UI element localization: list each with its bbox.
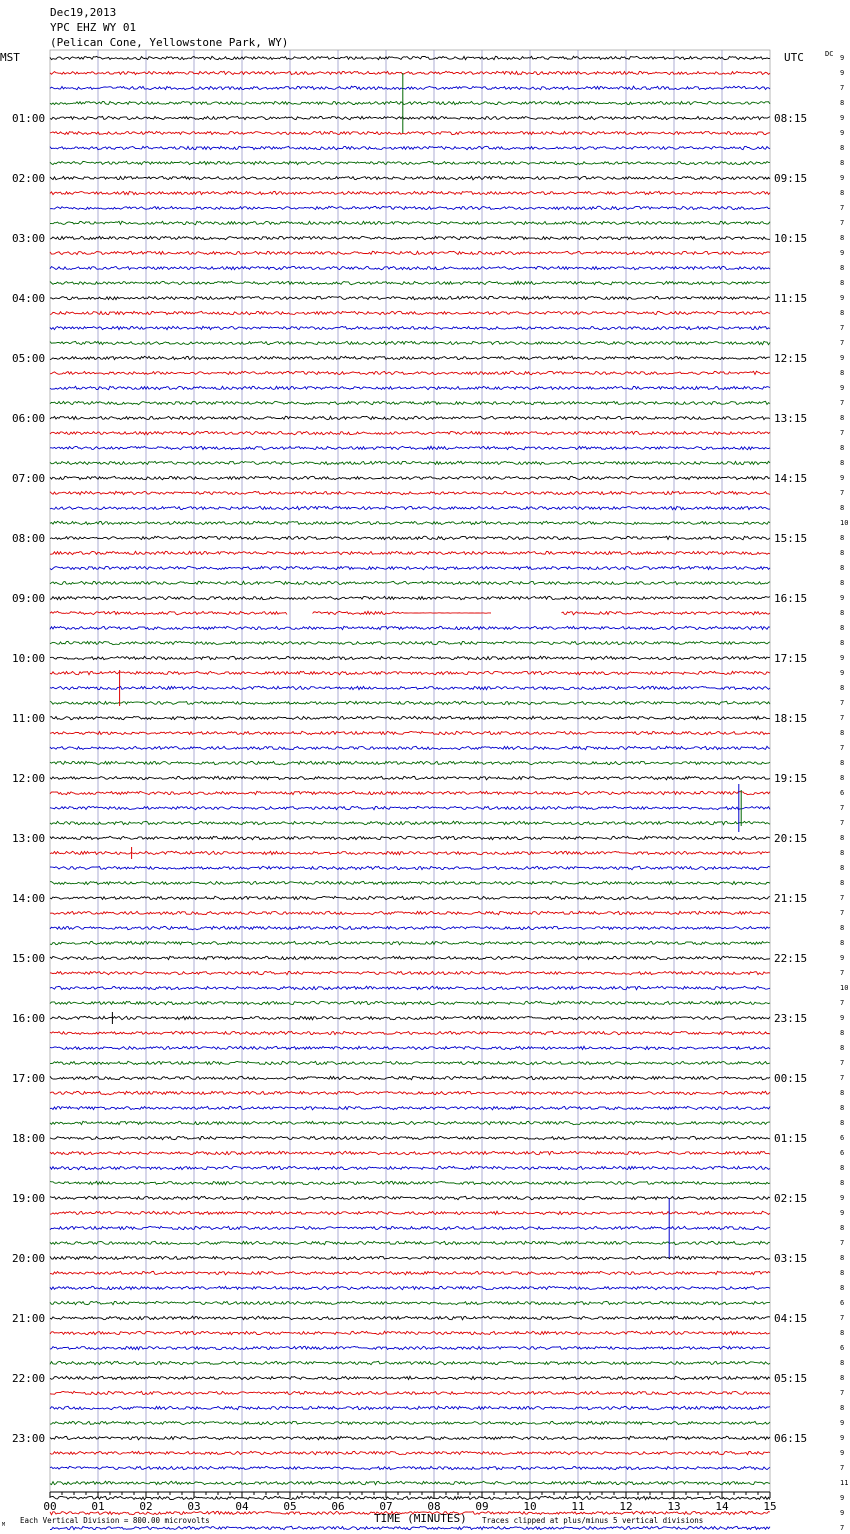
mst-hour-label: 09:00 (12, 592, 46, 605)
seismic-trace (50, 731, 770, 735)
seismic-trace (50, 836, 770, 839)
dc-offset: 7 (840, 429, 845, 437)
dc-offset: 8 (840, 579, 845, 587)
seismic-trace (50, 86, 770, 90)
seismic-trace (50, 611, 770, 615)
seismic-trace (50, 716, 770, 719)
dc-offset: 11 (840, 1479, 849, 1487)
dc-offset: 8 (840, 609, 845, 617)
dc-offset: 7 (840, 489, 845, 497)
dc-offset: 6 (840, 1149, 845, 1157)
utc-hour-label: 18:15 (774, 712, 808, 725)
x-tick-label: 02 (139, 1500, 153, 1513)
seismic-trace (50, 491, 770, 494)
seismic-trace (50, 371, 770, 375)
seismic-trace (50, 1001, 770, 1004)
utc-hour-label: 11:15 (774, 292, 808, 305)
seismic-trace (50, 1121, 770, 1124)
seismic-trace (50, 161, 770, 164)
dc-offset: 7 (840, 744, 845, 752)
dc-offset: 7 (840, 819, 845, 827)
seismic-trace (50, 1286, 770, 1289)
dc-offset: 7 (840, 714, 845, 722)
seismic-trace (50, 1361, 770, 1364)
dc-offset: 7 (840, 804, 845, 812)
dc-offset: 9 (840, 114, 845, 122)
x-tick-label: 12 (619, 1500, 633, 1513)
seismic-trace (50, 1046, 770, 1049)
seismic-trace (50, 431, 770, 434)
mst-hour-label: 16:00 (12, 1012, 46, 1025)
dc-offset: 8 (840, 564, 845, 572)
seismic-trace (50, 1496, 770, 1499)
seismic-trace (50, 236, 770, 239)
mst-hour-label: 23:00 (12, 1432, 46, 1445)
x-tick-label: 11 (571, 1500, 585, 1513)
dc-offset: 9 (840, 1494, 845, 1502)
x-tick-label: 14 (715, 1500, 729, 1513)
seismic-trace (50, 521, 770, 524)
dc-offset: 8 (840, 879, 845, 887)
dc-offset: 8 (840, 759, 845, 767)
seismic-trace (50, 791, 770, 794)
seismic-trace (50, 1091, 770, 1094)
x-axis-title: TIME (MINUTES) (374, 1512, 467, 1525)
mst-hour-label: 20:00 (12, 1252, 46, 1265)
utc-hour-label: 02:15 (774, 1192, 808, 1205)
seismic-trace (50, 911, 770, 914)
seismic-trace (50, 1406, 770, 1409)
dc-offset: 8 (840, 309, 845, 317)
dc-offset: 8 (840, 414, 845, 422)
dc-offset: 9 (840, 1194, 845, 1202)
seismic-trace (50, 596, 770, 599)
dc-offset: 8 (840, 264, 845, 272)
dc-offset: 6 (840, 789, 845, 797)
dc-offset: 8 (840, 1254, 845, 1262)
seismic-trace (50, 1346, 770, 1349)
dc-offset: 9 (840, 294, 845, 302)
dc-offset: 8 (840, 1329, 845, 1337)
dc-offset: 8 (840, 1284, 845, 1292)
mst-hour-label: 10:00 (12, 652, 46, 665)
dc-offset: 8 (840, 939, 845, 947)
dc-offset: 8 (840, 369, 845, 377)
seismic-trace (50, 881, 770, 884)
seismic-trace (50, 1316, 770, 1320)
seismic-trace (50, 746, 770, 749)
utc-hour-label: 13:15 (774, 412, 808, 425)
dc-offset: 7 (840, 1524, 845, 1532)
dc-offset: 8 (840, 234, 845, 242)
header (50, 6, 288, 49)
x-tick-label: 03 (187, 1500, 201, 1513)
dc-offset: 7 (840, 1389, 845, 1397)
seismic-trace (50, 326, 770, 329)
dc-offset: 8 (840, 534, 845, 542)
seismic-trace (50, 1436, 770, 1440)
dc-offset: 8 (840, 774, 845, 782)
mst-hour-label: 13:00 (12, 832, 46, 845)
seismic-trace (50, 641, 770, 644)
seismic-trace (50, 1031, 770, 1034)
dc-offset: 8 (840, 729, 845, 737)
dc-offset: 8 (840, 444, 845, 452)
seismic-trace (50, 281, 770, 285)
mst-hour-label: 22:00 (12, 1372, 46, 1385)
corner-mark: M (2, 1522, 6, 1528)
seismic-trace (50, 386, 770, 390)
x-tick-label: 08 (427, 1500, 441, 1513)
seismic-trace (50, 971, 770, 974)
dc-offset: 9 (840, 954, 845, 962)
dc-offset: 7 (840, 324, 845, 332)
dc-offset: 8 (840, 624, 845, 632)
utc-hour-label: 01:15 (774, 1132, 808, 1145)
dc-offset: 7 (840, 204, 845, 212)
dc-offset: 7 (840, 909, 845, 917)
mst-hour-label: 01:00 (12, 112, 46, 125)
dc-offset-labels (840, 54, 848, 1534)
utc-hour-label: 04:15 (774, 1312, 808, 1325)
station-label: YPC EHZ WY 01 (50, 21, 137, 34)
dc-offset: 8 (840, 1044, 845, 1052)
seismic-trace (50, 551, 770, 554)
scale-note: Each Vertical Division = 800.00 microvolts (20, 1516, 210, 1525)
dc-offset: 9 (840, 654, 845, 662)
dc-offset: 9 (840, 354, 845, 362)
dc-offset: 10 (840, 519, 849, 527)
utc-hour-label: 08:15 (774, 112, 808, 125)
x-tick-label: 00 (43, 1500, 57, 1513)
seismic-trace (50, 506, 770, 510)
seismic-trace (50, 806, 770, 809)
dc-offset: 6 (840, 1134, 845, 1142)
seismic-trace (50, 851, 770, 854)
dc-offset: 8 (840, 1164, 845, 1172)
seismic-trace (50, 1211, 770, 1214)
dc-offset: 8 (840, 144, 845, 152)
seismic-trace (50, 356, 770, 359)
seismic-trace (50, 101, 770, 104)
date-label: Dec19,2013 (50, 6, 117, 19)
seismic-trace (50, 656, 770, 660)
seismic-trace (50, 1151, 770, 1155)
x-tick-label: 04 (235, 1500, 249, 1513)
dc-offset: 10 (840, 984, 849, 992)
dc-offset: 9 (840, 129, 845, 137)
mst-axis-label: MST (0, 51, 20, 64)
x-axis (43, 1492, 776, 1513)
seismic-trace (50, 941, 770, 945)
seismic-trace (50, 416, 770, 419)
dc-offset: 9 (840, 249, 845, 257)
seismic-trace (50, 1061, 770, 1065)
dc-offset: 8 (840, 99, 845, 107)
seismic-trace (50, 311, 770, 314)
mst-hour-label: 05:00 (12, 352, 46, 365)
dc-offset: 9 (840, 1209, 845, 1217)
seismic-trace (50, 1181, 770, 1184)
dc-offset: 8 (840, 1179, 845, 1187)
seismic-trace (50, 1241, 770, 1244)
dc-offset: 8 (840, 834, 845, 842)
dc-offset: 8 (840, 1224, 845, 1232)
seismic-trace (50, 701, 770, 704)
dc-offset: 8 (840, 1119, 845, 1127)
x-tick-label: 05 (283, 1500, 297, 1513)
seismic-trace (50, 71, 770, 75)
x-tick-label: 13 (667, 1500, 681, 1513)
dc-offset: 7 (840, 1239, 845, 1247)
seismic-trace (50, 896, 770, 900)
seismic-trace (50, 476, 770, 479)
utc-hour-label: 06:15 (774, 1432, 808, 1445)
mst-hour-label: 21:00 (12, 1312, 46, 1325)
dc-offset: 9 (840, 1419, 845, 1427)
seismic-trace (50, 266, 770, 269)
dc-offset: 8 (840, 864, 845, 872)
seismic-trace (50, 761, 770, 764)
dc-offset: 9 (840, 1509, 845, 1517)
seismic-trace (50, 1526, 770, 1529)
dc-offset: 8 (840, 1269, 845, 1277)
seismic-trace (50, 671, 770, 674)
dc-offset: 9 (840, 384, 845, 392)
seismic-trace (50, 116, 770, 119)
seismic-trace (50, 986, 770, 990)
utc-hour-label: 15:15 (774, 532, 808, 545)
dc-offset: 6 (840, 1299, 845, 1307)
x-tick-label: 06 (331, 1500, 345, 1513)
seismic-trace (50, 1136, 770, 1139)
seismic-trace (50, 566, 770, 569)
utc-hour-label: 12:15 (774, 352, 808, 365)
utc-hour-label: 14:15 (774, 472, 808, 485)
dc-offset: 7 (840, 894, 845, 902)
seismic-trace (50, 1166, 770, 1169)
utc-hour-label: 23:15 (774, 1012, 808, 1025)
mst-hour-labels (12, 112, 45, 1445)
dc-offset: 8 (840, 159, 845, 167)
vertical-grid (98, 50, 722, 1492)
mst-hour-label: 07:00 (12, 472, 46, 485)
location-label: (Pelican Cone, Yellowstone Park, WY) (50, 36, 289, 49)
utc-hour-label: 05:15 (774, 1372, 808, 1385)
dc-offset: 8 (840, 639, 845, 647)
utc-hour-label: 10:15 (774, 232, 808, 245)
mst-hour-label: 14:00 (12, 892, 46, 905)
seismic-trace (50, 1481, 770, 1485)
dc-offset: 7 (840, 999, 845, 1007)
dc-offset: 7 (840, 1059, 845, 1067)
utc-hour-labels (774, 112, 807, 1445)
dc-offset: 7 (840, 1464, 845, 1472)
seismic-trace (50, 1016, 770, 1019)
mst-hour-label: 18:00 (12, 1132, 46, 1145)
seismic-trace (50, 1466, 770, 1469)
seismic-trace (50, 1256, 770, 1259)
seismic-trace (50, 296, 770, 299)
seismic-trace (50, 191, 770, 195)
seismic-trace (50, 536, 770, 540)
dc-offset: 7 (840, 84, 845, 92)
dc-offset: 8 (840, 1104, 845, 1112)
seismic-trace (50, 1196, 770, 1199)
dc-offset: 7 (840, 339, 845, 347)
mst-hour-label: 06:00 (12, 412, 46, 425)
trace-group (50, 56, 770, 1534)
dc-offset: 9 (840, 1449, 845, 1457)
x-tick-label: 15 (763, 1500, 777, 1513)
mst-hour-label: 03:00 (12, 232, 46, 245)
dc-offset: 8 (840, 504, 845, 512)
dc-offset: 9 (840, 669, 845, 677)
seismic-trace (50, 626, 770, 629)
dc-offset: 9 (840, 69, 845, 77)
seismic-trace (50, 1271, 770, 1275)
dc-offset: 8 (840, 1374, 845, 1382)
seismic-trace (50, 146, 770, 149)
utc-axis-label: UTC (784, 51, 804, 64)
seismic-trace (50, 206, 770, 210)
utc-hour-label: 16:15 (774, 592, 808, 605)
dc-offset: 9 (840, 174, 845, 182)
dc-label: DC (825, 50, 834, 58)
seismic-trace (50, 401, 770, 404)
dc-offset: 6 (840, 1344, 845, 1352)
utc-hour-label: 03:15 (774, 1252, 808, 1265)
utc-hour-label: 17:15 (774, 652, 808, 665)
dc-offset: 8 (840, 189, 845, 197)
dc-offset: 9 (840, 474, 845, 482)
dc-offset: 9 (840, 594, 845, 602)
mst-hour-label: 12:00 (12, 772, 46, 785)
x-tick-label: 09 (475, 1500, 489, 1513)
seismic-trace (50, 56, 770, 59)
seismic-trace (50, 926, 770, 929)
dc-offset: 8 (840, 849, 845, 857)
dc-offset: 9 (840, 1434, 845, 1442)
seismic-trace (50, 821, 770, 825)
seismic-trace (50, 1076, 770, 1079)
seismic-trace (50, 1451, 770, 1454)
mst-hour-label: 11:00 (12, 712, 46, 725)
seismic-trace (50, 341, 770, 345)
seismic-trace (50, 1226, 770, 1229)
dc-offset: 8 (840, 1029, 845, 1037)
seismic-trace (50, 1106, 770, 1109)
dc-offset: 8 (840, 1089, 845, 1097)
dc-offset: 7 (840, 399, 845, 407)
seismic-trace (50, 251, 770, 254)
seismic-trace (50, 1331, 770, 1334)
seismic-trace (50, 1376, 770, 1379)
dc-offset: 7 (840, 969, 845, 977)
mst-hour-label: 15:00 (12, 952, 46, 965)
x-tick-label: 10 (523, 1500, 537, 1513)
dc-offset: 8 (840, 1404, 845, 1412)
mst-hour-label: 02:00 (12, 172, 46, 185)
dc-offset: 8 (840, 549, 845, 557)
seismic-trace (50, 776, 770, 780)
utc-hour-label: 22:15 (774, 952, 808, 965)
utc-hour-label: 21:15 (774, 892, 808, 905)
dc-offset: 8 (840, 1359, 845, 1367)
dc-offset: 9 (840, 54, 845, 62)
seismic-trace (50, 686, 770, 689)
dc-offset: 8 (840, 279, 845, 287)
utc-hour-label: 09:15 (774, 172, 808, 185)
x-tick-label: 07 (379, 1500, 393, 1513)
seismic-trace (50, 1391, 770, 1394)
mst-hour-label: 04:00 (12, 292, 46, 305)
seismic-trace (50, 446, 770, 450)
utc-hour-label: 19:15 (774, 772, 808, 785)
clip-note: Traces clipped at plus/minus 5 vertical divisions (482, 1516, 704, 1525)
seismic-trace (50, 221, 770, 225)
dc-offset: 7 (840, 219, 845, 227)
mst-hour-label: 19:00 (12, 1192, 46, 1205)
event-group (112, 73, 741, 1258)
mst-hour-label: 17:00 (12, 1072, 46, 1085)
utc-hour-label: 20:15 (774, 832, 808, 845)
utc-hour-label: 00:15 (774, 1072, 808, 1085)
seismic-trace (50, 1421, 770, 1424)
seismic-trace (50, 956, 770, 959)
mst-hour-label: 08:00 (12, 532, 46, 545)
x-tick-label: 01 (91, 1500, 105, 1513)
dc-offset: 8 (840, 924, 845, 932)
dc-offset: 7 (840, 1074, 845, 1082)
dc-offset: 7 (840, 699, 845, 707)
dc-offset: 8 (840, 459, 845, 467)
dc-offset: 9 (840, 1014, 845, 1022)
seismic-trace (50, 1301, 770, 1304)
dc-offset: 8 (840, 684, 845, 692)
seismic-trace (50, 866, 770, 869)
seismic-trace (50, 461, 770, 464)
seismic-trace (50, 131, 770, 134)
seismic-trace (50, 176, 770, 180)
dc-offset: 7 (840, 1314, 845, 1322)
seismic-trace (50, 581, 770, 584)
